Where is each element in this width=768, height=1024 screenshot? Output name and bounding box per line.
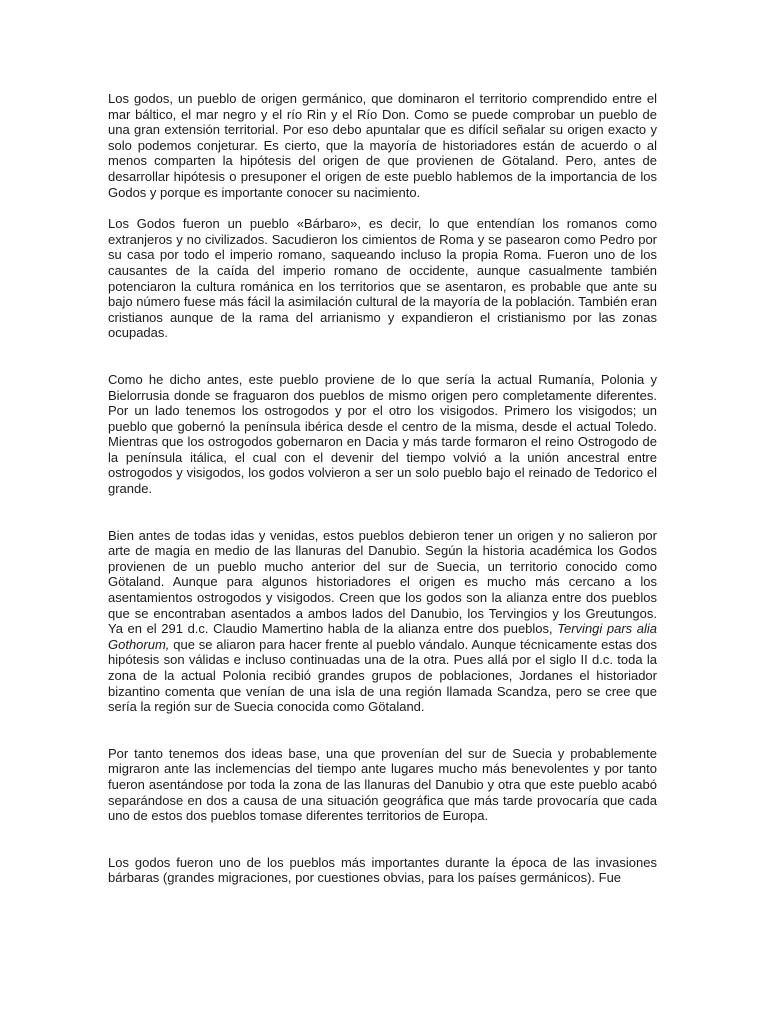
document-body [108,91,657,886]
paragraph-importance: Los godos fueron uno de los pueblos más importantes durante la época de las invasiones bárbaras (grandes migraciones, por cuestiones obvias, para los países germánicos). Fue [108,854,657,886]
paragraph-two-ideas: Por tanto tenemos dos ideas base, una que provenían del sur de Suecia y probablemente migraron ante las inclemencias del tiempo ante lugares mucho más benevolentes y por tanto fueron asentándose por toda la zona de las llanuras del Danubio y otra que este pueblo acabó separándose en dos a causa de una situación geográfica que más tarde provocaría que cada uno de estos dos pueblos tomase diferentes territorios de Europa. [108,745,657,824]
latin-quote: Tervingi pars alia Gothorum, [108,621,657,652]
paragraph-ostrogoths-visigoths: Como he dicho antes, este pueblo proviene de lo que sería la actual Rumanía, Polonia y Bielorrusia donde se fraguaron dos pueblos de mismo origen pero completamente diferentes. Por un lado tenemos los ostrogodos y por el otro los visigodos. Primero los visigodos; un pueblo que gobernó la península ibérica desde el centro de la misma, desde el actual Toledo. Mientras que los ostrogodos gobernaron en Dacia y más tarde formaron el reino Ostrogodo de la península itálica, el cual con el devenir del tiempo volvió a la unión ancestral entre ostrogodos y visigodos, los godos volvieron a ser un solo pueblo bajo el reinado de Tedorico el grande. [108,371,657,497]
paragraph-origin-hypotheses [108,528,657,715]
paragraph-text-before: Bien antes de todas idas y venidas, estos pueblos debieron tener un origen y no salieron por arte de magia en medio de las llanuras del Danubio. Según la historia académica los Godos provienen de un pueblo mucho anterior del sur de Suecia, un territorio conocido como Götaland. Aunque para algunos historiadores el origen es mucho más cercano a los asentamientos ostrogodos y visigodos. Creen que los godos son la alianza entre dos pueblos que se encontraban asentados a ambos lados del Danubio, los Tervingios y los Greutungos. Ya en el 291 d.c. Claudio Mamertino habla de la alianza entre dos pueblos, [108,527,657,637]
paragraph-barbarian-people: Los Godos fueron un pueblo «Bárbaro», es decir, lo que entendían los romanos como extranjeros y no civilizados. Sacudieron los cimientos de Roma y se pasearon como Pedro por su casa por todo el imperio romano, saqueando incluso la propia Roma. Fueron uno de los causantes de la caída del imperio romano de occidente, aunque casualmente también potenciaron la cultura románica en los territorios que se asentaron, es probable que ante su bajo número fuese más fácil la asimilación cultural de la mayoría de la población. También eran cristianos aunque de la rama del arrianismo y expandieron el cristianismo por las zonas ocupadas. [108,216,657,341]
paragraph-text-after: que se aliaron para hacer frente al pueblo vándalo. Aunque técnicamente estas dos hipótesis son válidas e incluso continuadas una de la otra. Pues allá por el siglo II d.c. toda la zona de la actual Polonia recibió grandes grupos de poblaciones, Jordanes el historiador bizantino comenta que venían de una isla de una región llamada Scandza, pero se cree que sería la región sur de Suecia conocida como Götaland. [108,636,657,715]
paragraph-origin-of-goths: Los godos, un pueblo de origen germánico, que dominaron el territorio comprendido entre el mar báltico, el mar negro y el río Rin y el Río Don. Como se puede comprobar un pueblo de una gran extensión territorial. Por eso debo apuntalar que es difícil señalar su origen exacto y solo podemos conjeturar. Es cierto, que la mayoría de historiadores están de acuerdo o al menos comparten la hipótesis del origen de que provienen de Götaland. Pero, antes de desarrollar hipótesis o presuponer el origen de este pueblo hablemos de la importancia de los Godos y porque es importante conocer su nacimiento. [108,91,657,200]
